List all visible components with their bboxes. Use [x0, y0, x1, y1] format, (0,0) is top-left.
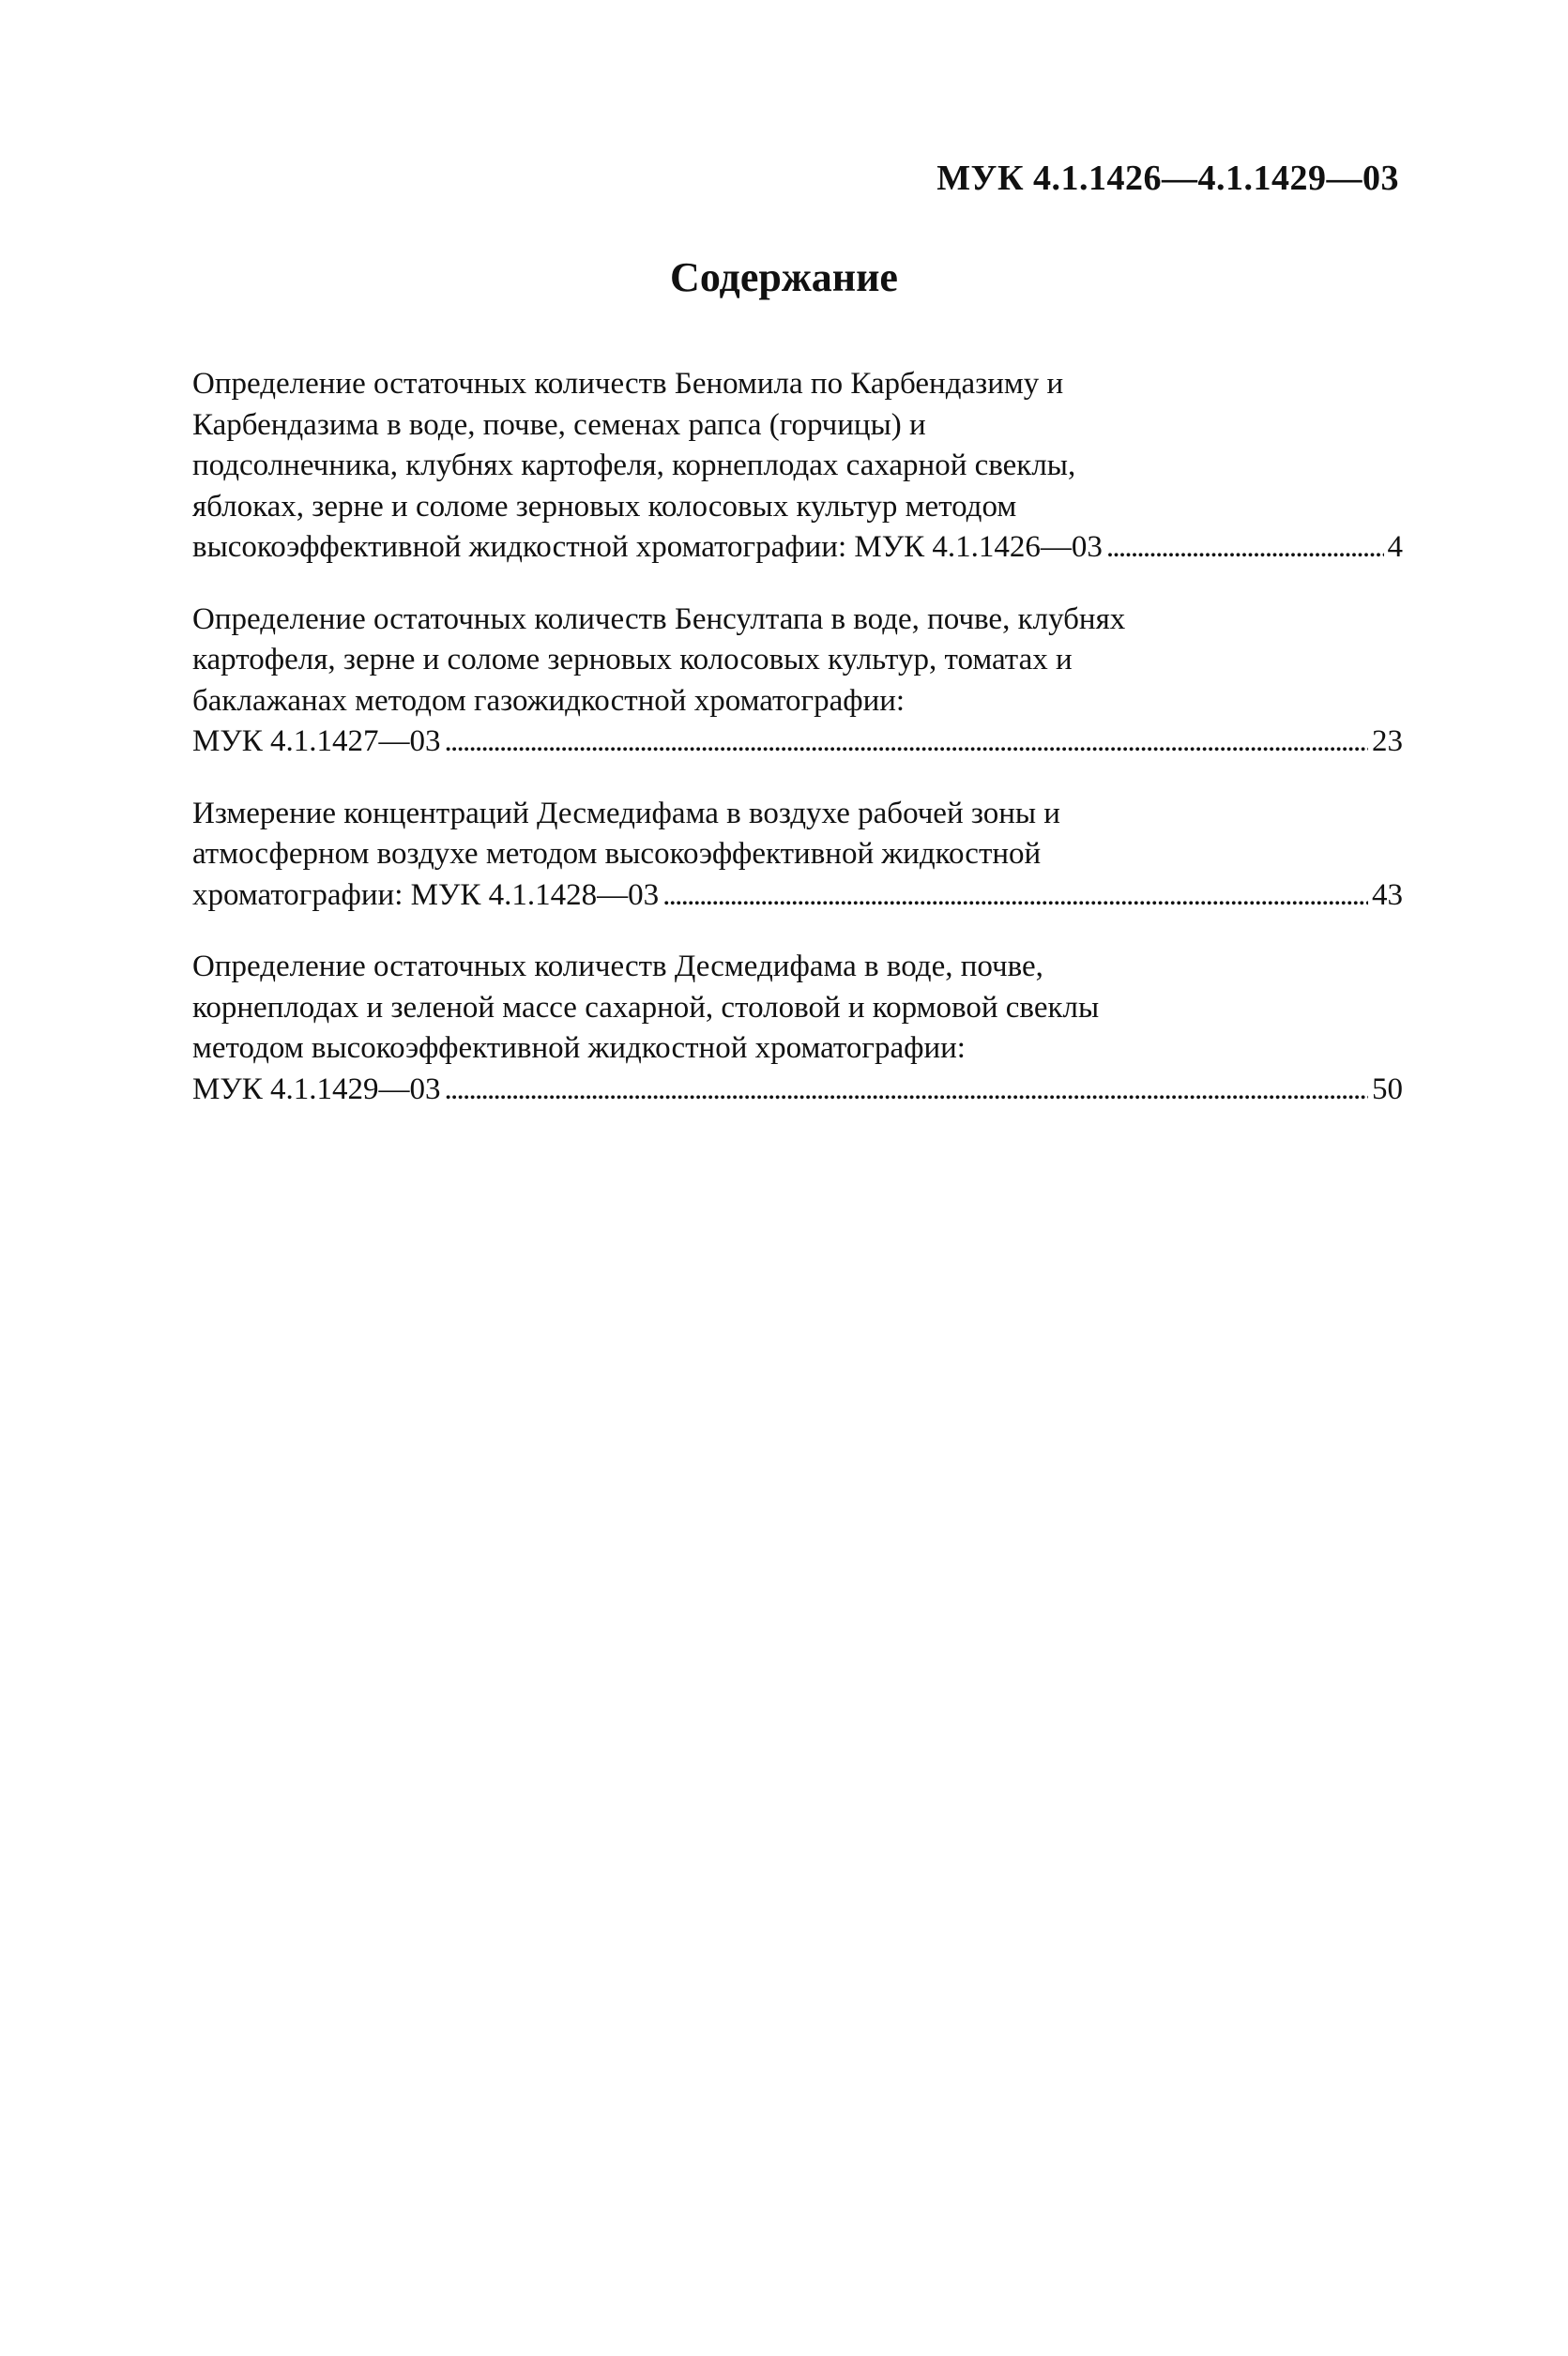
- toc-entry-last-line: [192, 875, 1403, 917]
- toc-entry-text-line: Определение остаточных количеств Бенсултапа в воде, почве, клубнях: [192, 601, 1126, 636]
- toc-dot-leader: [444, 722, 1368, 763]
- toc-entry-text-line: Карбендазима в воде, почве, семенах рапса (горчицы) и: [192, 407, 926, 442]
- toc-title: Содержание: [670, 254, 898, 300]
- toc-entry-text-line: хроматографии: МУК 4.1.1428—03: [192, 877, 660, 912]
- toc-entry-last-line: [192, 1070, 1403, 1111]
- toc-entry-text-line: картофеля, зерне и соломе зерновых колосовых культур, томатах и: [192, 643, 1073, 676]
- toc-entry-text-line: атмосферном воздухе методом высокоэффективной жидкостной: [192, 837, 1042, 871]
- toc-entry-text-line: методом высокоэффективной жидкостной хроматографии:: [192, 1031, 966, 1065]
- toc-entry[interactable]: [192, 364, 1403, 569]
- toc-page-number: 43: [1372, 877, 1403, 912]
- toc-page-number: 23: [1372, 724, 1403, 758]
- toc-entry-last-line: [192, 527, 1403, 569]
- toc-dot-leader: [662, 875, 1368, 917]
- toc-page-number: 4: [1387, 530, 1403, 564]
- toc-entry-text-line: МУК 4.1.1427—03: [192, 724, 441, 758]
- toc-entry-text-line: Определение остаточных количеств Беномила по Карбендазиму и: [192, 367, 1064, 401]
- toc-dot-leader: [1106, 527, 1384, 569]
- toc-entry[interactable]: [192, 600, 1403, 763]
- toc-list: [192, 364, 1403, 1141]
- toc-entry-text-line: баклажанах методом газожидкостной хроматографии:: [192, 683, 906, 718]
- toc-entry-text-line: высокоэффективной жидкостной хроматографии: МУК 4.1.1426—03: [192, 530, 1103, 564]
- toc-entry[interactable]: [192, 947, 1403, 1110]
- toc-entry[interactable]: [192, 794, 1403, 917]
- toc-dot-leader: [444, 1070, 1368, 1111]
- toc-entry-text-line: яблоках, зерне и соломе зерновых колосовых культур методом: [192, 489, 1017, 524]
- toc-entry-text-line: подсолнечника, клубнях картофеля, корнеплодах сахарной свеклы,: [192, 448, 1076, 482]
- toc-entry-text-line: корнеплодах и зеленой массе сахарной, столовой и кормовой свеклы: [192, 990, 1100, 1025]
- document-code-header: МУК 4.1.1426—4.1.1429—03: [936, 159, 1399, 198]
- toc-entry-text-line: Определение остаточных количеств Десмедифама в воде, почве,: [192, 950, 1043, 983]
- toc-entry-text-line: Измерение концентраций Десмедифама в воздухе рабочей зоны и: [192, 796, 1060, 830]
- toc-page-number: 50: [1372, 1072, 1403, 1106]
- toc-entry-last-line: [192, 722, 1403, 763]
- toc-entry-text-line: МУК 4.1.1429—03: [192, 1072, 441, 1106]
